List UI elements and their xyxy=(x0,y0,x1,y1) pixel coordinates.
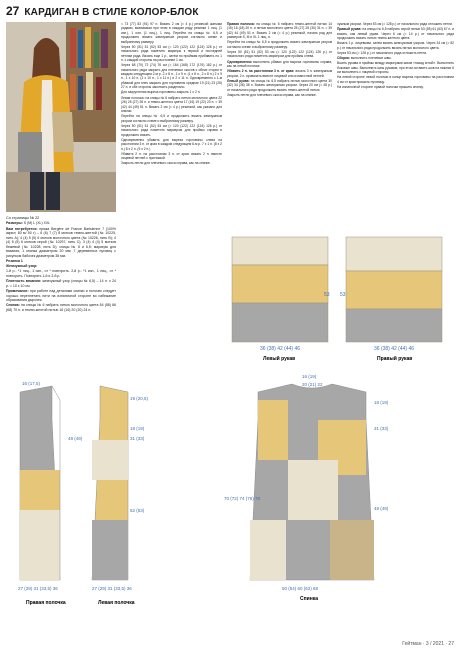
right-sleeve-label: Правый рукав xyxy=(377,356,413,362)
back-bottom-width: 50 (54) 60 (62) 68 xyxy=(282,586,319,591)
paragraph: = 73 (77) 83 (91) 97 п. Вязать 2 см (= 4 р.) резинкой жатыми рядами, вывязывая при этом в каждом ряду резинки 1 лиц. (1 изн.), 1 изн. (1 лиц.), 1 лиц. Перейти на спицы № 6,5 и продолжить вязать жемчужным узором согласно схеме и выбранному размеру. xyxy=(121,22,222,44)
paragraph: Перейти на спицы № 6,5 и продолжить вязать жемчужным узором согласно схеме и выбранному размеру. xyxy=(121,114,222,123)
paragraph: Одновременно выполнить убавки для выреза горловины справа, как на левой полочке. xyxy=(227,59,332,69)
paragraph: чужным узором. Через 53 см (= 128 р.) от начального ряда отложить петли. xyxy=(337,22,453,26)
back-neck: 16 (19) xyxy=(302,374,317,379)
paragraph: Правый рукав: на спицы № 6,5 набрать серой нитью 53 (55) 61 (63) 67 п. и вязать, как левый рукав. Через 6 см (= 14 р.) от начального ряда продолжить вязать нитью темно-желтого цвета. xyxy=(337,27,454,41)
left-front-side: 52 (53) xyxy=(130,508,145,513)
back-schematic xyxy=(224,374,389,602)
paragraph: Закрыть петли для плечевого скоса справа, как на спинке. xyxy=(227,92,317,97)
left-sleeve-bottom-width: 36 (38) 42 (44) 46 xyxy=(260,346,301,352)
paragraph: Через 50 (51) 51 (52) 53 см (= 120 (122) 122 (124) 126 р.) от начального ряда пометить маркером для проймы справа и продолжить вязать. xyxy=(121,123,222,137)
right-sleeve-schematic xyxy=(340,237,442,362)
right-front-schematic xyxy=(18,381,83,606)
paragraph: Левый рукав: на спицы № 6,5 набрать нитью молочного цвета 30 (32) 34 (36) 38 п. Вязать жемчужным узором. Через 20 см (= 48 р.) от начального ряда продолжить вязать темно-желтой нитью. xyxy=(227,78,332,92)
rib-heading: Резинка 1 xyxy=(6,258,23,263)
left-front-depth: 18 (19) xyxy=(130,426,145,431)
sizes-label: Размеры: xyxy=(6,221,23,226)
paragraph: На изнаночной стороне правой полочки пришить кнопку. xyxy=(337,84,424,89)
paragraph: Через 50 (51) 51 (52) 53 см (= 120 (122) 122 (124) 126 р.) от начального ряда пометить маркеры к первой и последней петлям ряда. Вязать еще 1 р., затем по проймам прибавить по 1 п. с каждой стороны на расстоянии 1 см. xyxy=(121,44,222,63)
back-label: Спинка xyxy=(300,596,319,602)
paragraph: Вшить рукава в проймы между маркерами швом «назад иглой». Выполнить боковые швы. Выполнить швы рукавов, при этом оставить шов на нижних 6 см выполнить с лицевой стороны. xyxy=(337,61,454,75)
right-front-shoulder: 16 (17,5) xyxy=(22,381,41,386)
back-shoulder: 18 (19) xyxy=(374,400,389,405)
materials-paragraph: Вам потребуется: пряжа Bergère de France Barisienne 7 (100% акрил; 80 м/ 50 г) – 6 (6) 7 (7) 8 мотков темно-желтой (№ 10225, нить A); 4 (4) 5 (5) 6 мотков молочного цвета (№ 10226, нить B); 4 (4) 5 (5) 6 мотков серой (№ 10297, нить C); 3 (4) 4 (4) 5 мотков бежевой (№ 10228, нить D); спицы № 6 и 6,5; маркеры для вязания; 1 кнопка диаметром 20 мм; 7 деревянных пуговиц с рисунком бабочек диаметром 38 мм. xyxy=(6,226,116,258)
left-sleeve-schematic xyxy=(232,237,330,362)
paragraph: Правая полочка: на спицы № 6 набрать темно-желтой нитью 14 (15) 16 (18) 20 п. и нитью молочного цвета 25 (27) 28 (30) 31 п. = 39 (42) 44 (49) 51 п. Вязать 2 см (= 4 р.) резинкой, начать ряд для размеров S, M и XL 1 лиц. п. xyxy=(227,22,332,40)
paragraph: На левой стороне левой полочки в конце выреза горловины на расстоянии 4 см от края пришить пуговицу. xyxy=(337,75,454,84)
left-front-bottom-width: 27 (29) 31 (33,5) 36 xyxy=(92,586,132,591)
paragraph: Перейти на спицы № 6,5 и продолжить вязать жемчужным узором согласно схеме и выбранному размеру. xyxy=(227,40,332,49)
back-side: 48 (49) xyxy=(374,506,389,511)
gauge-paragraph: Плотность вязания: жемчужный узор (спицы № 6,5) – 14 п. x 24 р. = 10 x 10 см. xyxy=(6,279,116,288)
paragraph: Левая полочка: на спицы № 6 набрать нитью молочного цвета 22 (26) 25 (27) 28 п. и темно-желтого цвета 17 (16) 19 (22) 23 п. = 39 (42) 44 (49) 51 п. Вязать 2 см (= 4 р.) резинкой, как указано для спинки. xyxy=(121,95,222,113)
back-neck-2: 20 (21) 22 xyxy=(302,382,323,387)
left-sleeve-height: 53 xyxy=(324,292,330,298)
right-sleeve-bottom-width: 36 (38) 42 (44) 46 xyxy=(374,346,415,352)
paragraph: Закрыть петли для плечевого скоса справа, как на спинке. xyxy=(121,161,211,166)
right-sleeve-height: 53 xyxy=(340,292,346,298)
paragraph: Через 53 см (= 128 р.) от начального ряда отложить петли. xyxy=(337,50,428,55)
left-front-label: Левая полочка xyxy=(98,600,135,606)
paragraph: Через 68 (70) 72 (74) 76 см (= 164 (168) 172 (176) 182 р.) от начального ряда закрыть для плечевых скосов с обеих сторон в каждом следующем 2-м р. 2 x 8 п., 1 x 9 п. (1 x 8 п., 2 x 8 п.) 2 x 9 п., 1 x 10 п. (2 x 10 п., 1 x 11 п.) и 2 x 11 п. Одновременно с 1-м убавкой для плеч закрыть для горловины средние 19 (21) 23 (25) 27 п. и обе стороны закончить раздельно. xyxy=(121,63,222,90)
left-front-armhole: 31 (33) xyxy=(130,436,145,441)
page-footer: Гейтман · 3 / 2021 · 27 xyxy=(402,641,454,647)
page-title: КАРДИГАН В СТИЛЕ КОЛОР-БЛОК xyxy=(24,7,199,18)
sizes-value: S (M) L (XL) XXL xyxy=(22,221,51,226)
note-paragraph: Примечание: при работе над деталями спинки и полочек следует хорошо переплетать нити на изнаночной стороне во избежание образования дырочек. xyxy=(6,289,116,303)
paragraph: Одновременно убавить для выреза горловины слева на расстоянии 3 п. от края в каждом следующем 6-м р. 7 x 1 п. (8 x 2 п.) 8 x 2 п. (9 x 2 п.) xyxy=(121,137,222,151)
back-total-length: 70 (72) 74 (76) 78 xyxy=(224,496,261,501)
paragraph: Вязать 1 р. лицевыми, затем вязать жемчужным узором. Через 34 см (= 82 р.) от начального ряда продолжить вязать нитью молочного цвета. xyxy=(337,41,454,50)
paragraph: Для закругления выреза горловины закрыть 1 x 2 п. xyxy=(121,90,201,95)
paragraph: Через 50 (51) 51 (52) 53 см (= 120 (122) 122 (124) 126 р.) от начального ряда пометить маркером для проймы слева. xyxy=(227,50,332,59)
right-front-bottom-width: 27 (29) 31 (33,5) 36 xyxy=(18,586,58,591)
paragraph: Убавить 2 п. на расстоянии 3 п. от края: вязать 2 п. вместе лицевой петлей с протяжкой. xyxy=(121,151,222,161)
left-sleeve-label: Левый рукав xyxy=(263,356,296,362)
page-number: 27 xyxy=(6,4,20,18)
pattern-heading: Жемчужный узор: xyxy=(6,264,38,269)
right-front-label: Правая полочка xyxy=(26,600,66,606)
paragraph: Убавить 2 п. на расстоянии 3 п. от края: вязать 3 п. жемчужным узором, 2 п. провязать вместе лицевой или изнаночной петлей. xyxy=(227,69,332,78)
paragraph: Сборка: выполнить плечевые швы. xyxy=(337,56,392,61)
back-armhole: 31 (33) xyxy=(374,426,389,431)
photo-caption: Со страницы № 22 xyxy=(6,216,40,220)
left-front-neck: 19 (20,5) xyxy=(130,396,149,401)
right-front-side: 48 (49) xyxy=(68,436,83,441)
pattern-rows: 1-й р.: *1 лиц., 1 изн., от * повторить. 2-й р.: *1 изн., 1 лиц., от * повторить. Повторять 1-й и 2-й р. xyxy=(6,269,116,278)
left-front-schematic xyxy=(92,386,149,606)
back-paragraph: Спинка: на спицы № 6 набрать нитью молочного цвета 54 (58) 66 (68) 70 п. и темно-желтой нитью 16 (16) 20 (20) 24 п. xyxy=(6,303,116,312)
